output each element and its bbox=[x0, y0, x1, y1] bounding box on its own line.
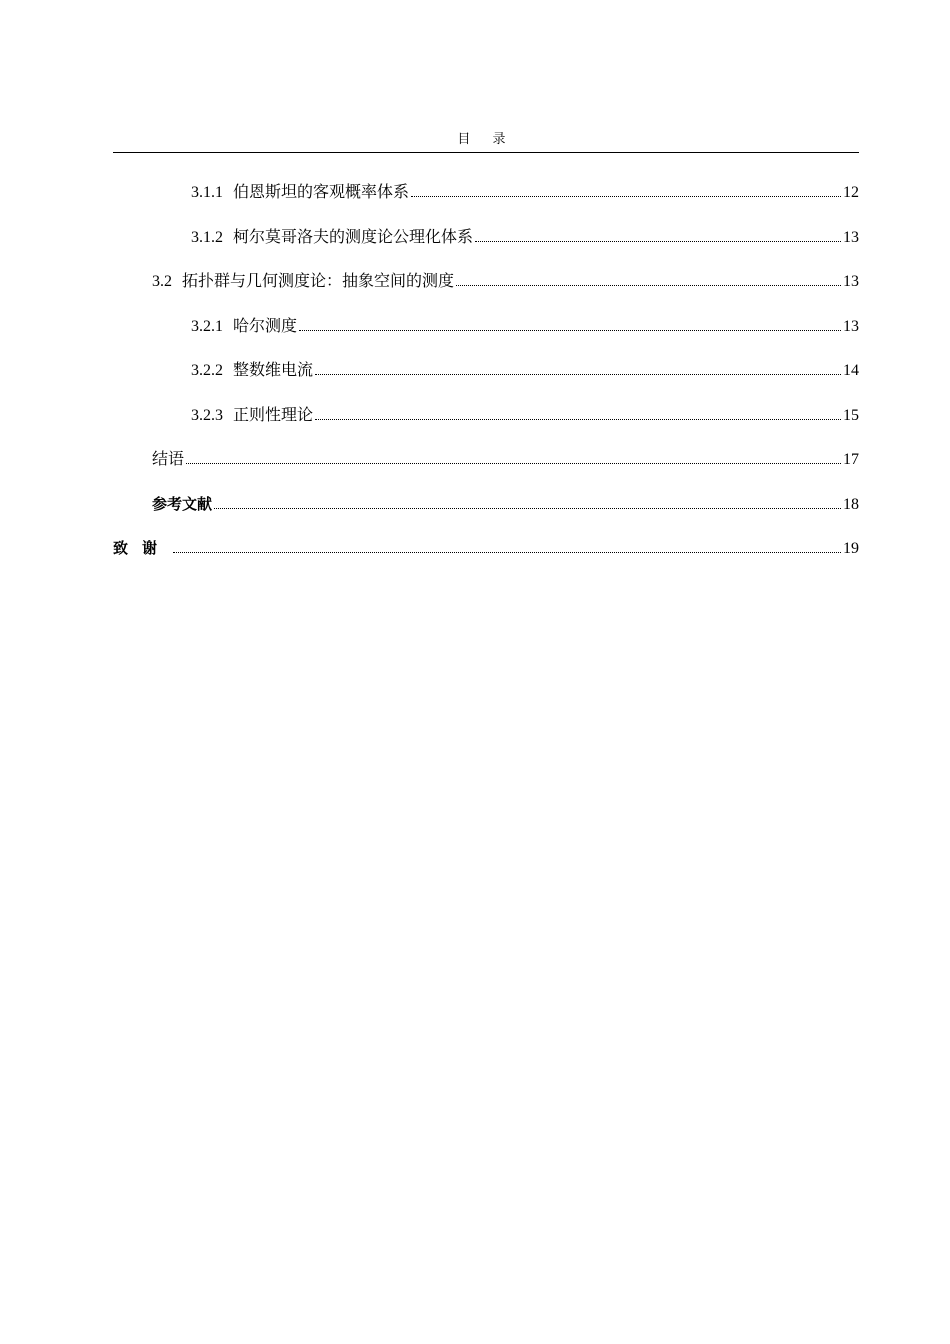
toc-entry-title: 致谢 bbox=[113, 539, 172, 557]
toc-dot-leader bbox=[186, 462, 841, 464]
toc-entry-page: 15 bbox=[843, 406, 859, 424]
toc-dot-leader bbox=[173, 551, 841, 553]
toc-dot-leader bbox=[214, 507, 841, 509]
toc-entry-title: 柯尔莫哥洛夫的测度论公理化体系 bbox=[233, 226, 474, 246]
toc-entry-number: 3.1.2 bbox=[191, 228, 223, 246]
toc-entry-number: 3.2.1 bbox=[191, 317, 223, 335]
toc-entry-page: 13 bbox=[843, 273, 859, 290]
table-of-contents bbox=[113, 176, 859, 577]
toc-entry-title: 整数维电流 bbox=[233, 360, 314, 379]
toc-entry-acknowledgements[interactable] bbox=[113, 532, 859, 577]
toc-dot-leader bbox=[456, 284, 841, 286]
toc-entry-3-2-3[interactable] bbox=[113, 399, 859, 444]
toc-entry-number: 3.2.2 bbox=[191, 362, 223, 379]
toc-entry-number: 3.2.3 bbox=[191, 406, 223, 424]
toc-entry-page: 13 bbox=[843, 317, 859, 335]
toc-entry-title: 参考文献 bbox=[152, 494, 213, 513]
toc-entry-title: 哈尔测度 bbox=[233, 315, 298, 335]
toc-entry-3-2-1[interactable] bbox=[113, 310, 859, 355]
toc-entry-page: 19 bbox=[843, 540, 859, 557]
toc-entry-title: 结语 bbox=[152, 449, 185, 468]
running-header bbox=[113, 130, 859, 153]
toc-entry-number: 3.2 bbox=[152, 273, 172, 290]
toc-entry-title: 正则性理论 bbox=[233, 404, 314, 424]
toc-entry-page: 12 bbox=[843, 184, 859, 201]
toc-dot-leader bbox=[315, 373, 841, 375]
toc-entry-3-2[interactable] bbox=[113, 265, 859, 310]
toc-entry-references[interactable] bbox=[113, 488, 859, 533]
toc-entry-title: 拓扑群与几何测度论：抽象空间的测度 bbox=[182, 271, 455, 290]
toc-dot-leader bbox=[475, 240, 841, 242]
toc-dot-leader bbox=[411, 195, 841, 197]
toc-entry-number: 3.1.1 bbox=[191, 184, 223, 201]
toc-dot-leader bbox=[315, 418, 841, 420]
toc-entry-conclusion[interactable] bbox=[113, 443, 859, 488]
toc-entry-page: 14 bbox=[843, 362, 859, 379]
running-header-title: 目 录 bbox=[457, 132, 515, 147]
toc-dot-leader bbox=[299, 329, 841, 331]
toc-entry-3-2-2[interactable] bbox=[113, 354, 859, 399]
toc-entry-page: 13 bbox=[843, 228, 859, 246]
toc-entry-page: 17 bbox=[843, 451, 859, 468]
toc-entry-title: 伯恩斯坦的客观概率体系 bbox=[233, 182, 410, 201]
toc-entry-page: 18 bbox=[843, 495, 859, 513]
toc-entry-3-1-1[interactable] bbox=[113, 176, 859, 221]
toc-entry-3-1-2[interactable] bbox=[113, 221, 859, 266]
